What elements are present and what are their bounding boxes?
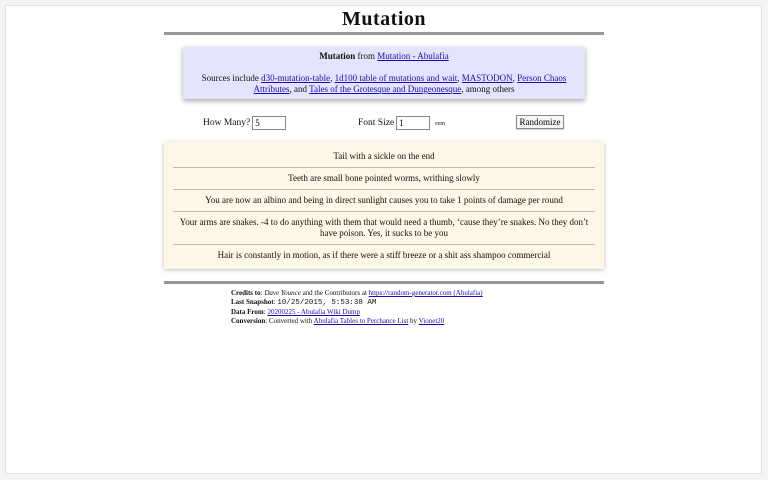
credits-block: Credits to: Dave Younce and the Contributors at https://random-generator.com (Abulafia) Last Snapshot: 10/25/2015, 5:53:38 AM Data From: 20200225 - Abulafia Wiki Dump Conversion: Converted with Abulafia Tables to Perchance List by Vionet20 [231,289,483,325]
results-list [164,142,604,269]
credits-author: Dave Younce [264,289,301,297]
title-divider [164,32,604,35]
result-item: Your arms are snakes. -4 to do anything with them that would need a thumb, ‘cause they’re snakes. No they don’t have poison. Yes, it sucks to be you [173,212,595,245]
info-from-text: from [355,51,378,61]
page-title: Mutation [342,8,426,30]
how-many-input[interactable] [252,116,286,130]
credits-link[interactable]: https://random-generator.com (Abulafia) [368,289,483,297]
source-link-d30[interactable]: d30-mutation-table [261,73,331,83]
result-item: Teeth are small bone pointed worms, writhing slowly [173,168,595,190]
footer-divider [164,281,604,284]
source-link-tales[interactable]: Tales of the Grotesque and Dungeonesque [309,84,462,94]
source-link-1d100[interactable]: 1d100 table of mutations and wait [334,73,458,83]
font-size-control [358,115,445,131]
conversion-author-link[interactable]: Vionet20 [418,317,445,325]
source-link-person-chaos[interactable]: Person Chaos Attributes [253,73,567,94]
conversion-label: Conversion [231,317,266,325]
font-size-input[interactable] [396,116,430,130]
separator: , and [289,84,310,94]
source-link[interactable]: Mutation - Abulafia [377,51,449,61]
source-info-box [183,47,585,99]
separator: , [512,73,518,83]
credits-label: Credits to [231,289,261,297]
conversion-by: by [408,317,419,325]
conversion-link[interactable]: Abulafia Tables to Perchance List [313,317,409,325]
sources-suffix: , among others [461,84,515,94]
data-from-label: Data From [231,308,264,316]
source-link-mastodon[interactable]: MASTODON [461,73,513,83]
separator: , [330,73,335,83]
font-size-label: Font Size [358,118,395,128]
randomize-button[interactable]: Randomize [516,115,564,129]
sources-prefix: Sources include [201,73,262,83]
how-many-control [203,115,286,131]
how-many-label: How Many? [203,118,251,128]
data-from-link[interactable]: 20200225 - Abulafia Wiki Dump [267,308,360,316]
credits-text: and the Contributors at [300,289,369,297]
separator: , [457,73,462,83]
controls-bar [164,115,604,131]
result-item: Hair is constantly in motion, as if there were a stiff breeze or a shit ass shampoo commercial [217,250,551,260]
conversion-text: : Converted with [265,317,314,325]
snapshot-value: 10/25/2015, 5:53:38 AM [277,299,377,307]
snapshot-label: Last Snapshot [231,298,274,306]
font-unit-label: rem [435,119,446,127]
info-heading: Mutation [319,51,356,61]
result-item: Tail with a sickle on the end [173,146,595,168]
result-item: You are now an albino and being in direct sunlight causes you to take 1 points of damage per round [173,190,595,212]
